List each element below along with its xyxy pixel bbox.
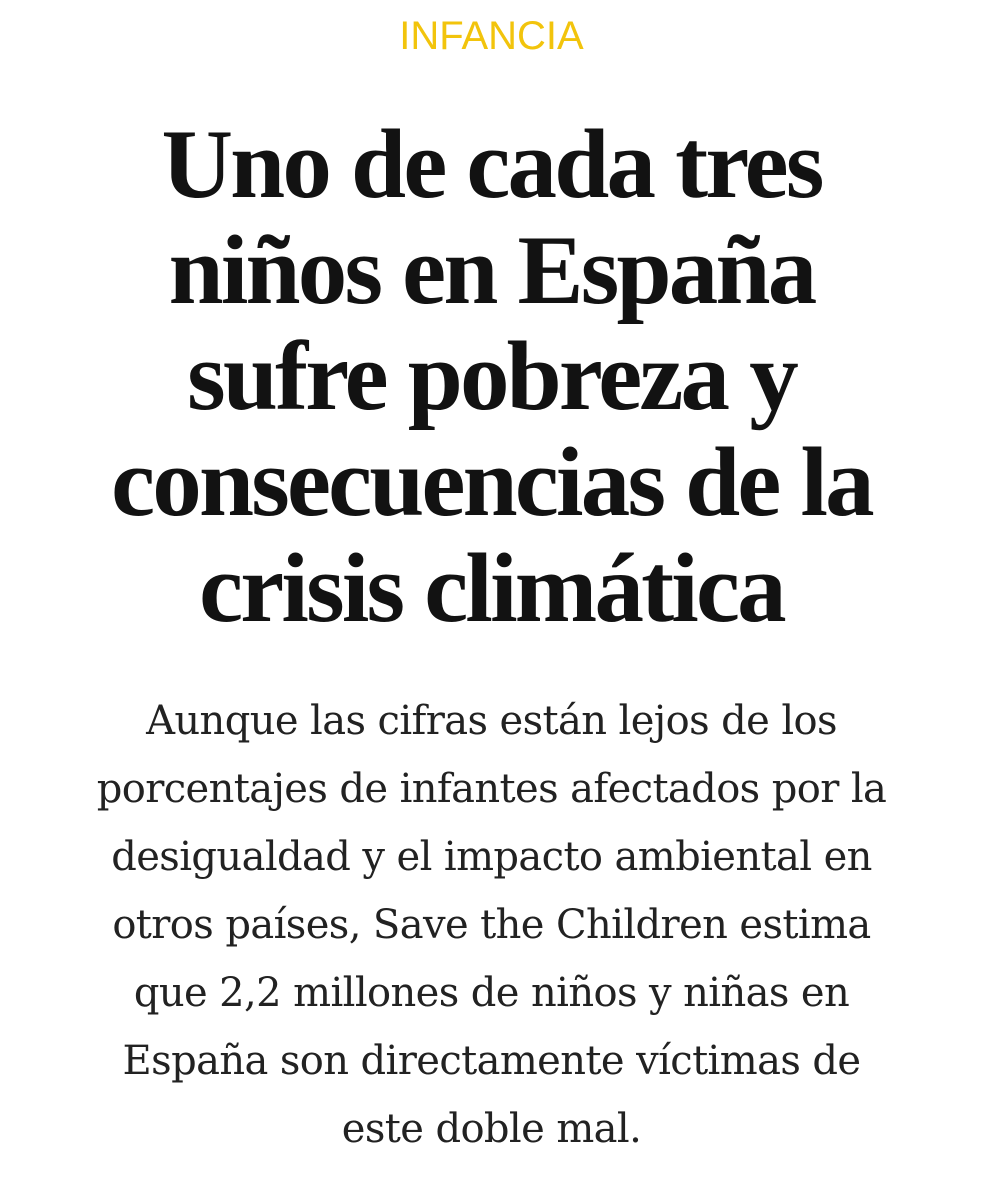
standfirst [20,687,963,1163]
standfirst-line: que 2,2 millones de niños y niñas en [133,970,850,1016]
standfirst-line: porcentajes de infantes afectados por la [96,766,887,812]
headline-line: crisis climática [199,534,784,643]
headline-line: sufre pobreza y [187,322,796,431]
standfirst-line: Aunque las cifras están lejos de los [146,698,837,744]
standfirst-line: España son directamente víctimas de [122,1038,861,1084]
headline-line: Uno de cada tres [161,110,822,219]
standfirst-line: otros países, Save the Children estima [112,902,871,948]
standfirst-line: desigualdad y el impacto ambiental en [111,834,872,880]
section-label[interactable]: INFANCIA [399,14,584,58]
standfirst-line: este doble mal. [341,1106,642,1152]
headline-line: consecuencias de la [111,428,872,537]
headline [40,112,943,642]
headline-line: niños en España [168,216,815,325]
